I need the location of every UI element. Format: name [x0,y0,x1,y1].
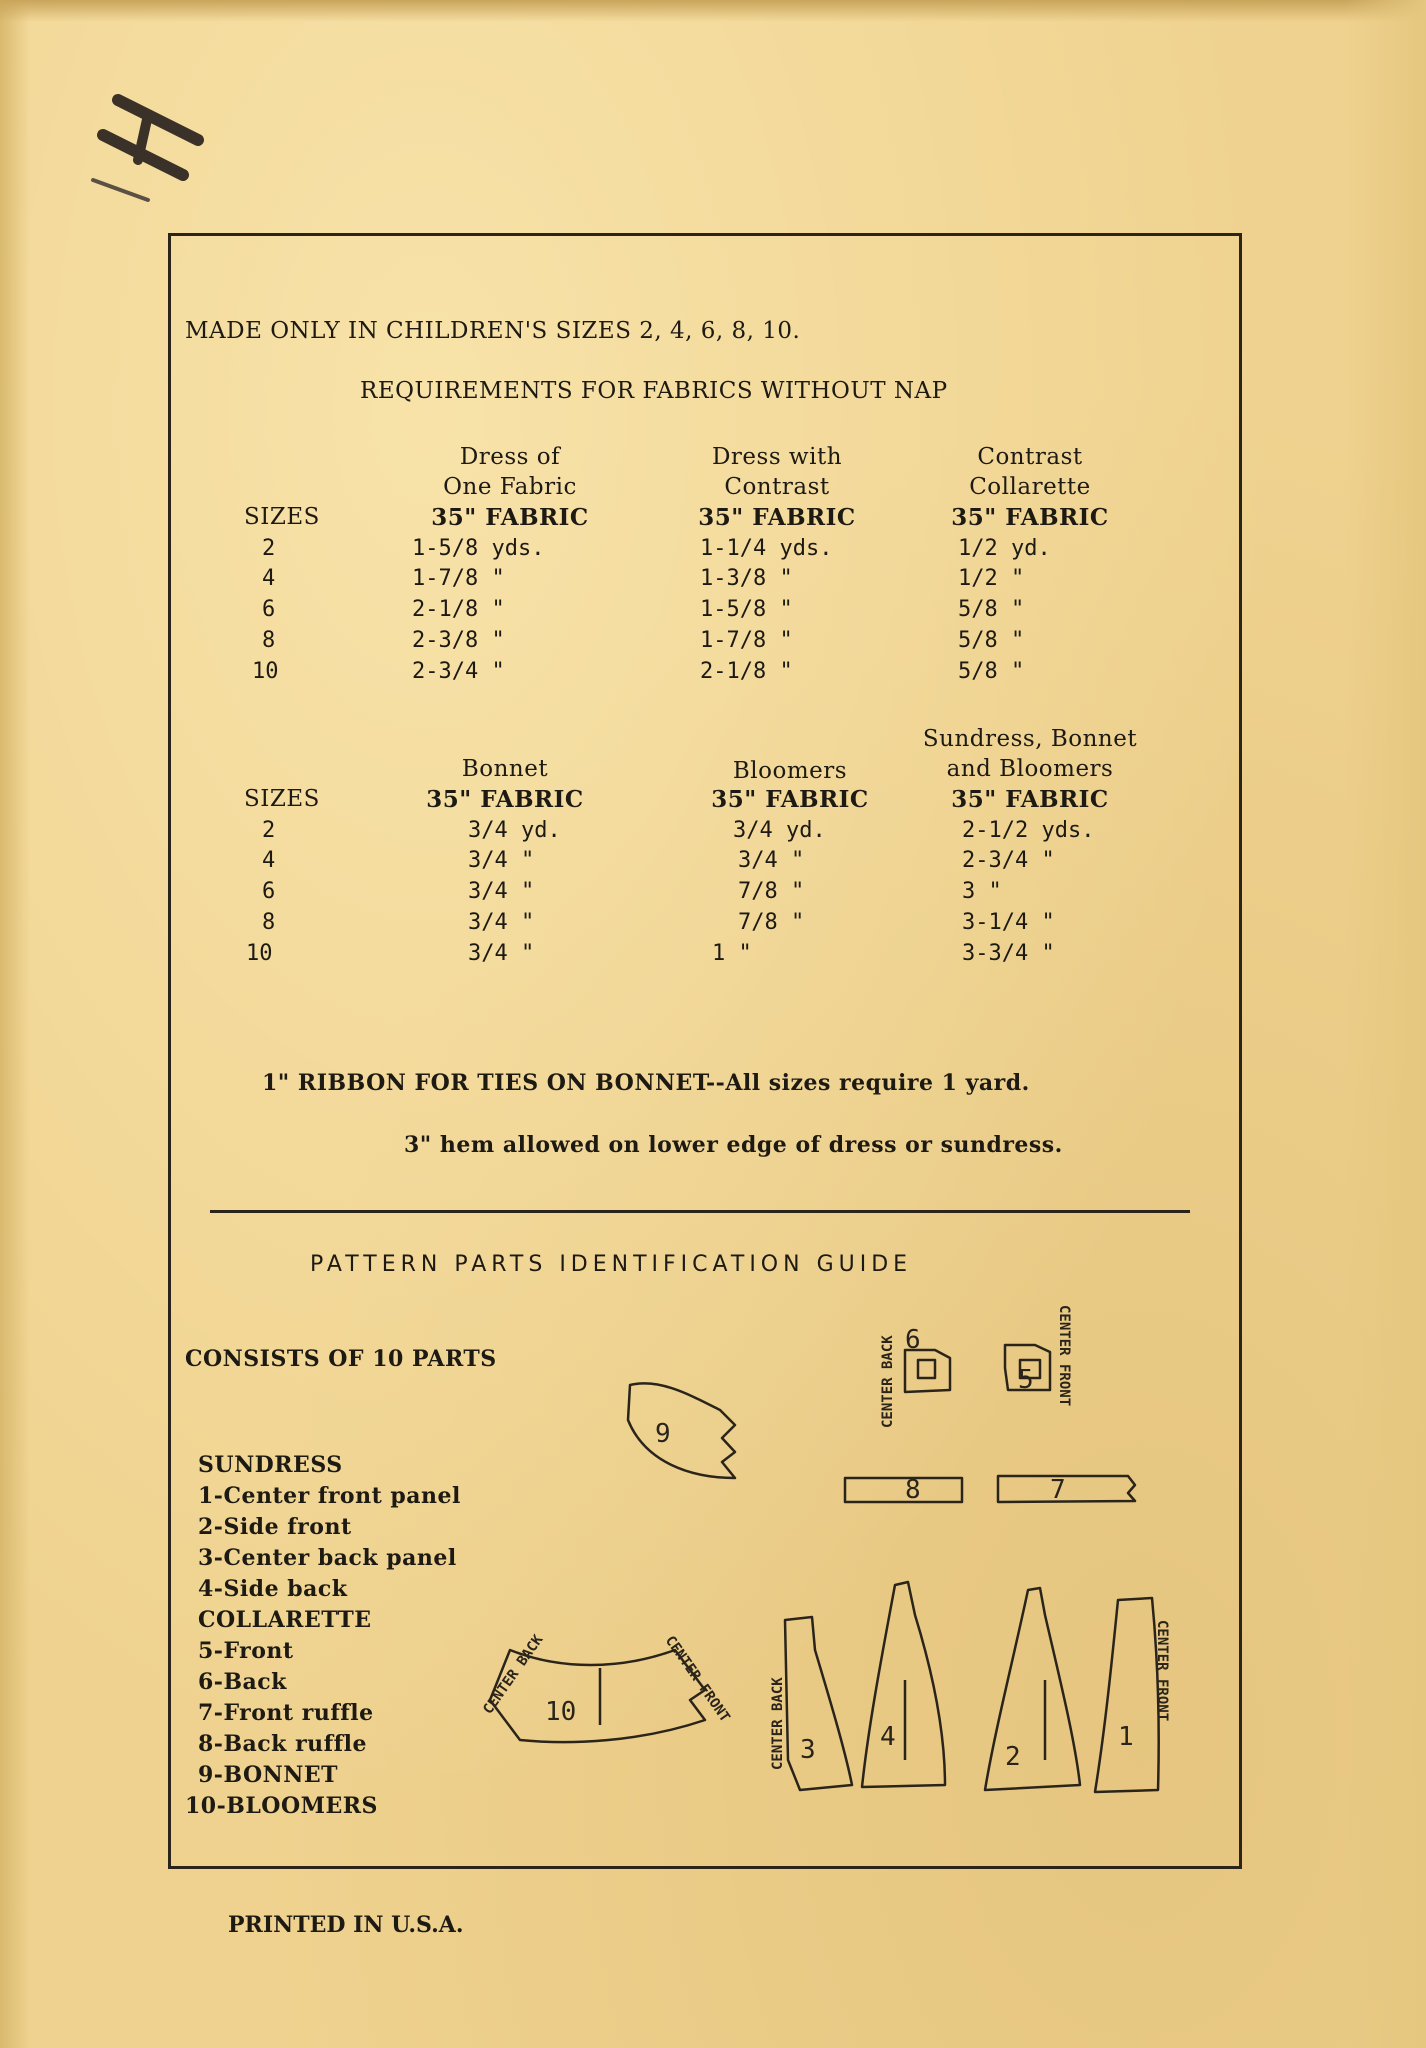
parts-list-item: 8-Back ruffle [198,1731,367,1757]
t1-col2-line1: Dress with [711,444,843,470]
label-center-back-6: CENTER BACK [880,1335,896,1428]
t1-r1-size: 4 [262,566,276,591]
parts-count: CONSISTS OF 10 PARTS [185,1346,497,1372]
t2-r3-c2: 7/8 " [738,910,805,935]
t1-r2-c1: 2-1/8 " [412,597,505,622]
t1-r2-c2: 1-5/8 " [700,597,793,622]
hem-note: 3" hem allowed on lower edge of dress or sundress. [404,1132,1063,1158]
parts-list-item: 1-Center front panel [198,1483,461,1509]
t2-col3-line3: 35" FABRIC [951,786,1109,813]
t2-r3-c1: 3/4 " [468,910,535,935]
label-8: 8 [905,1475,921,1505]
t1-r2-size: 6 [262,597,276,622]
guide-title: PATTERN PARTS IDENTIFICATION GUIDE [310,1252,913,1277]
t1-r0-c3: 1/2 yd. [958,536,1051,561]
t1-col3-line1: Contrast [977,444,1083,470]
t1-r1-c1: 1-7/8 " [412,566,505,591]
t2-r0-size: 2 [262,818,276,843]
label-center-back-10: CENTER BACK [480,1632,547,1718]
t1-r3-c3: 5/8 " [958,628,1025,653]
t2-r2-c3: 3 " [962,879,1002,904]
t1-r3-c2: 1-7/8 " [700,628,793,653]
piece-8-back-ruffle [845,1478,962,1502]
parts-list-item: 3-Center back panel [198,1545,457,1571]
parts-list-item: SUNDRESS [198,1452,343,1478]
t2-r1-c1: 3/4 " [468,848,535,873]
t2-r1-c2: 3/4 " [738,848,805,873]
t1-r3-c1: 2-3/8 " [412,628,505,653]
t2-r4-c1: 3/4 " [468,941,535,966]
piece-3-center-back-panel [785,1617,852,1790]
label-4: 4 [880,1722,896,1752]
t2-r0-c1: 3/4 yd. [468,818,561,843]
label-center-front-1: CENTER FRONT [1154,1620,1170,1722]
t1-r3-size: 8 [262,628,276,653]
parts-list-item: COLLARETTE [198,1607,372,1633]
t2-r4-c2: 1 " [712,941,752,966]
t1-r0-c1: 1-5/8 yds. [412,536,545,561]
parts-list-item: 10-BLOOMERS [185,1793,378,1819]
t2-col1-line2: Bonnet [461,756,549,782]
t1-r4-c2: 2-1/8 " [700,659,793,684]
printed-in-usa: PRINTED IN U.S.A. [228,1912,464,1938]
t1-col1-line1: Dress of [459,444,561,470]
t2-r3-c3: 3-1/4 " [962,910,1055,935]
label-2: 2 [1005,1742,1021,1772]
t2-col1-line3: 35" FABRIC [426,786,584,813]
t2-sizes-label: SIZES [244,786,320,812]
piece-4-side-back [862,1582,945,1787]
parts-list-item: 6-Back [198,1669,287,1695]
sizes-note: MADE ONLY IN CHILDREN'S SIZES 2, 4, 6, 8, 10. [185,318,801,344]
t1-col2-line2: Contrast [724,474,830,500]
piece-2-side-front [985,1588,1080,1790]
t1-r1-c2: 1-3/8 " [700,566,793,591]
parts-list-item: 4-Side back [198,1576,348,1602]
t2-r2-c1: 3/4 " [468,879,535,904]
t1-r1-c3: 1/2 " [958,566,1025,591]
t1-r2-c3: 5/8 " [958,597,1025,622]
t1-col1-line3: 35" FABRIC [431,504,589,531]
piece-6-collarette-back [905,1350,950,1392]
t2-r4-c3: 3-3/4 " [962,941,1055,966]
t1-r4-c1: 2-3/4 " [412,659,505,684]
parts-list-item: 5-Front [198,1638,294,1664]
t2-r2-c2: 7/8 " [738,879,805,904]
t2-r1-c3: 2-3/4 " [962,848,1055,873]
parts-list-item: 2-Side front [198,1514,352,1540]
t2-r2-size: 6 [262,879,276,904]
t2-r1-size: 4 [262,848,276,873]
requirements-title: REQUIREMENTS FOR FABRICS WITHOUT NAP [360,378,948,404]
t1-sizes-label: SIZES [244,504,320,530]
piece-7-front-ruffle [998,1476,1135,1502]
piece-1-center-front-panel [1095,1598,1159,1792]
label-10: 10 [545,1697,577,1727]
piece-9-bonnet [628,1383,735,1478]
label-center-back-3: CENTER BACK [770,1677,786,1770]
t1-col3-line3: 35" FABRIC [951,504,1109,531]
t1-col2-line3: 35" FABRIC [698,504,856,531]
t1-r0-size: 2 [262,536,276,561]
t2-col2-line2: Bloomers [732,758,848,784]
parts-list-item: 7-Front ruffle [198,1700,374,1726]
t1-col1-line2: One Fabric [443,474,577,500]
t2-r0-c3: 2-1/2 yds. [962,818,1095,843]
label-9: 9 [655,1419,671,1449]
label-center-front-5: CENTER FRONT [1056,1305,1072,1407]
label-1: 1 [1118,1722,1134,1752]
t1-r4-size: 10 [252,659,279,684]
label-6: 6 [905,1325,921,1355]
t2-col2-line3: 35" FABRIC [711,786,869,813]
label-5: 5 [1018,1365,1034,1395]
t1-r4-c3: 5/8 " [958,659,1025,684]
t1-r0-c2: 1-1/4 yds. [700,536,833,561]
label-3: 3 [800,1735,816,1765]
label-7: 7 [1050,1475,1066,1505]
t2-r3-size: 8 [262,910,276,935]
t2-col3-line2: and Bloomers [946,756,1114,782]
label-center-front-10: CENTER FRONT [661,1633,733,1726]
t2-col3-line1: Sundress, Bonnet [922,726,1138,752]
t2-r0-c2: 3/4 yd. [733,818,826,843]
t1-col3-line2: Collarette [969,474,1091,500]
ribbon-note: 1" RIBBON FOR TIES ON BONNET--All sizes require 1 yard. [262,1070,1030,1096]
parts-list-item: 9-BONNET [198,1762,338,1788]
t2-r4-size: 10 [246,941,273,966]
